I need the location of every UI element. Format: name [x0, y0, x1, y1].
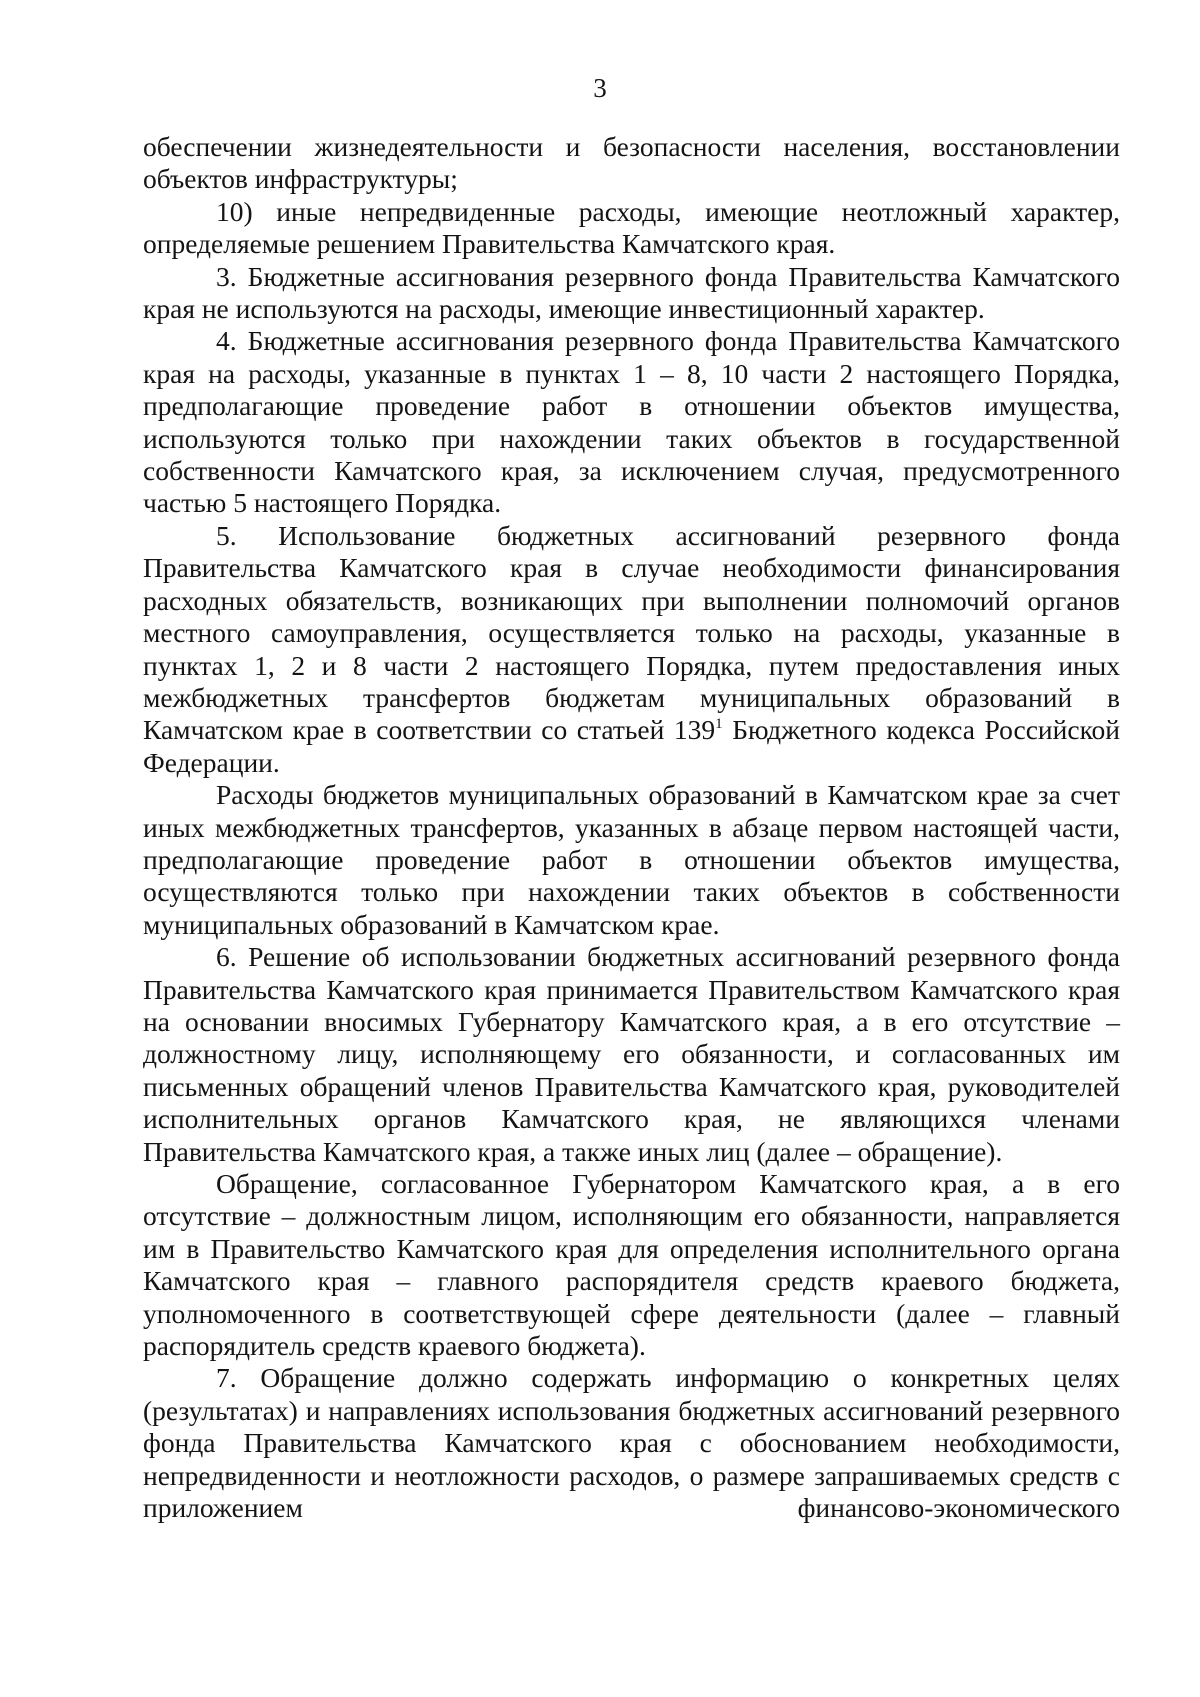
paragraph-part-4: 4. Бюджетные ассигнования резервного фонда Правительства Камчатского края на расходы, указанные в пунктах 1 – 8, 10 части 2 настоящего Порядка, предполагающие проведение работ в отношении объектов имущества, используются только при нахождении таких объектов в государственной собственности Камчатского края, за исключением случая, предусмотренного частью 5 настоящего Порядка.: [143, 325, 1120, 519]
paragraph-item-10: 10) иные непредвиденные расходы, имеющие неотложный характер, определяемые решением Правительства Камчатского края.: [143, 195, 1120, 260]
paragraph-part-6: 6. Решение об использовании бюджетных ассигнований резервного фонда Правительства Камчатского края принимается Правительством Камчатского края на основании вносимых Губернатору Камчатского края, а в его отсутствие – должностному лицу, исполняющему его обязанности, и согласованных им письменных обращений членов Правительства Камчатского края, руководителей исполнительных органов Камчатского края, не являющихся членами Правительства Камчатского края, а также иных лиц (далее – обращение).: [143, 941, 1120, 1167]
paragraph-part-5: [143, 520, 1120, 779]
page-number: 3: [593, 73, 607, 103]
document-body: [143, 131, 1120, 1524]
paragraph-part-7: 7. Обращение должно содержать информацию о конкретных целях (результатах) и направлениях использования бюджетных ассигнований резервного фонда Правительства Камчатского края с обоснованием необходимости, непредвиденности и неотложности расходов, о размере запрашиваемых средств с приложением финансово-экономического: [143, 1362, 1120, 1524]
paragraph-part-3: 3. Бюджетные ассигнования резервного фонда Правительства Камчатского края не используются на расходы, имеющие инвестиционный характер.: [143, 260, 1120, 325]
paragraph-part-6-second: Обращение, согласованное Губернатором Камчатского края, а в его отсутствие – должностным лицом, исполняющим его обязанности, направляется им в Правительство Камчатского края для определения исполнительного органа Камчатского края – главного распорядителя средств краевого бюджета, уполномоченного в соответствующей сфере деятельности (далее – главный распорядитель средств краевого бюджета).: [143, 1168, 1120, 1362]
paragraph-part-5-second: Расходы бюджетов муниципальных образований в Камчатском крае за счет иных межбюджетных трансфертов, указанных в абзаце первом настоящей части, предполагающие проведение работ в отношении объектов имущества, осуществляются только при нахождении таких объектов в собственности муниципальных образований в Камчатском крае.: [143, 779, 1120, 940]
article-superscript: 1: [715, 716, 723, 733]
paragraph-continuation: обеспечении жизнедеятельности и безопасности населения, восстановлении объектов инфраструктуры;: [143, 131, 1120, 195]
paragraph-part-5-tail: Бюджетного кодекса Российской Федерации.: [143, 714, 1121, 778]
paragraph-part-5-text: 5. Использование бюджетных ассигнований резервного фонда Правительства Камчатского края в случае необходимости финансирования расходных обязательств, возникающих при выполнении полномочий органов местного самоуправления, осуществляется только на расходы, указанные в пунктах 1, 2 и 8 части 2 настоящего Порядка, путем предоставления иных межбюджетных трансфертов бюджетам муниципальных образований в Камчатском крае в соответствии со статьей 139: [143, 519, 1120, 746]
